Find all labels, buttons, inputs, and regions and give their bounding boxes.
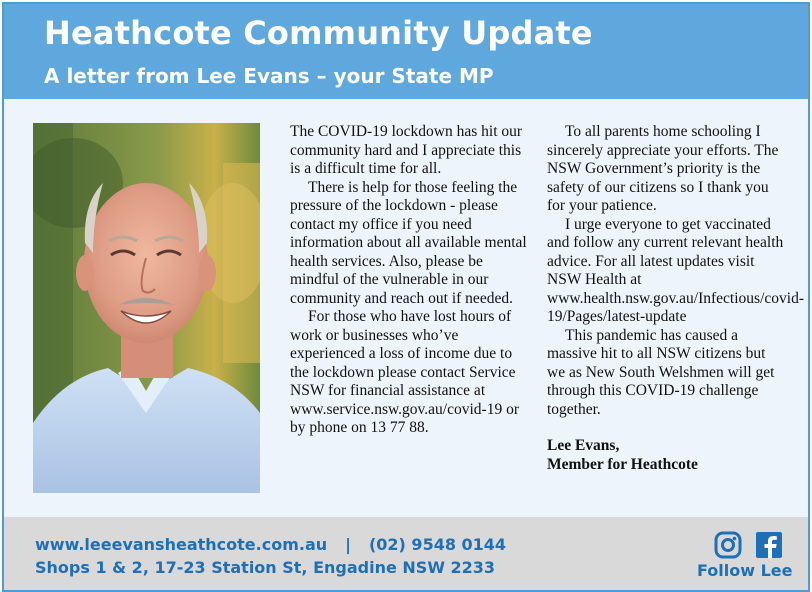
signature-title: Member for Heathcote [547,455,698,473]
footer-bar [4,517,808,590]
paragraph: The COVID-19 lockdown has hit our community hard and I appreciate this is a difficult time for all. [290,123,523,177]
contact-line [35,535,506,554]
paragraph: There is help for those feeling the pressure of the lockdown - please contact my office if you need information about all available mental health services. Also, please be mindful of the vulnerable in our community and reach out if needed. [290,178,527,307]
portrait-photo [33,123,260,493]
paragraph: For those who have lost hours of work or businesses who’ve experienced a loss of income due to the lockdown please contact Service NSW for financial assistance at www.service.nsw.gov.au/covid-19 or by phone on 13 77 88. [290,308,519,436]
letter-body [4,99,808,517]
paragraph: This pandemic has caused a massive hit to all NSW citizens but we as New South Welshmen will get through this COVID-19 challenge together. [547,326,775,418]
page-subtitle: A letter from Lee Evans – your State MP [44,64,494,88]
signature-name: Lee Evans, [547,437,620,454]
paragraph: To all parents home schooling I sincerely appreciate your efforts. The NSW Government’s priority is the safety of our citizens so I thank you for your patience. [547,123,779,214]
phone-number[interactable]: (02) 9548 0144 [368,535,507,554]
header-banner [4,4,808,99]
portrait-illustration [33,123,260,493]
separator: | [345,535,351,554]
instagram-icon[interactable] [716,533,740,557]
paragraph: I urge everyone to get vaccinated and follow any current relevant health advice. For all latest updates visit NSW Health at www.health.nsw.gov.au/Infectious/covid-19/Pages/latest-update [547,215,804,325]
letter-column-right [547,123,804,474]
signature-block [547,437,787,474]
website-link[interactable]: www.leeevansheathcote.com.au [35,535,328,554]
follow-label[interactable]: Follow Lee [697,561,793,580]
page-title: Heathcote Community Update [44,14,593,52]
newsletter-frame [2,2,810,592]
social-links [714,531,784,559]
facebook-icon[interactable] [756,532,782,558]
letter-column-left [290,123,530,438]
office-address: Shops 1 & 2, 17-23 Station St, Engadine NSW 2233 [35,558,496,577]
